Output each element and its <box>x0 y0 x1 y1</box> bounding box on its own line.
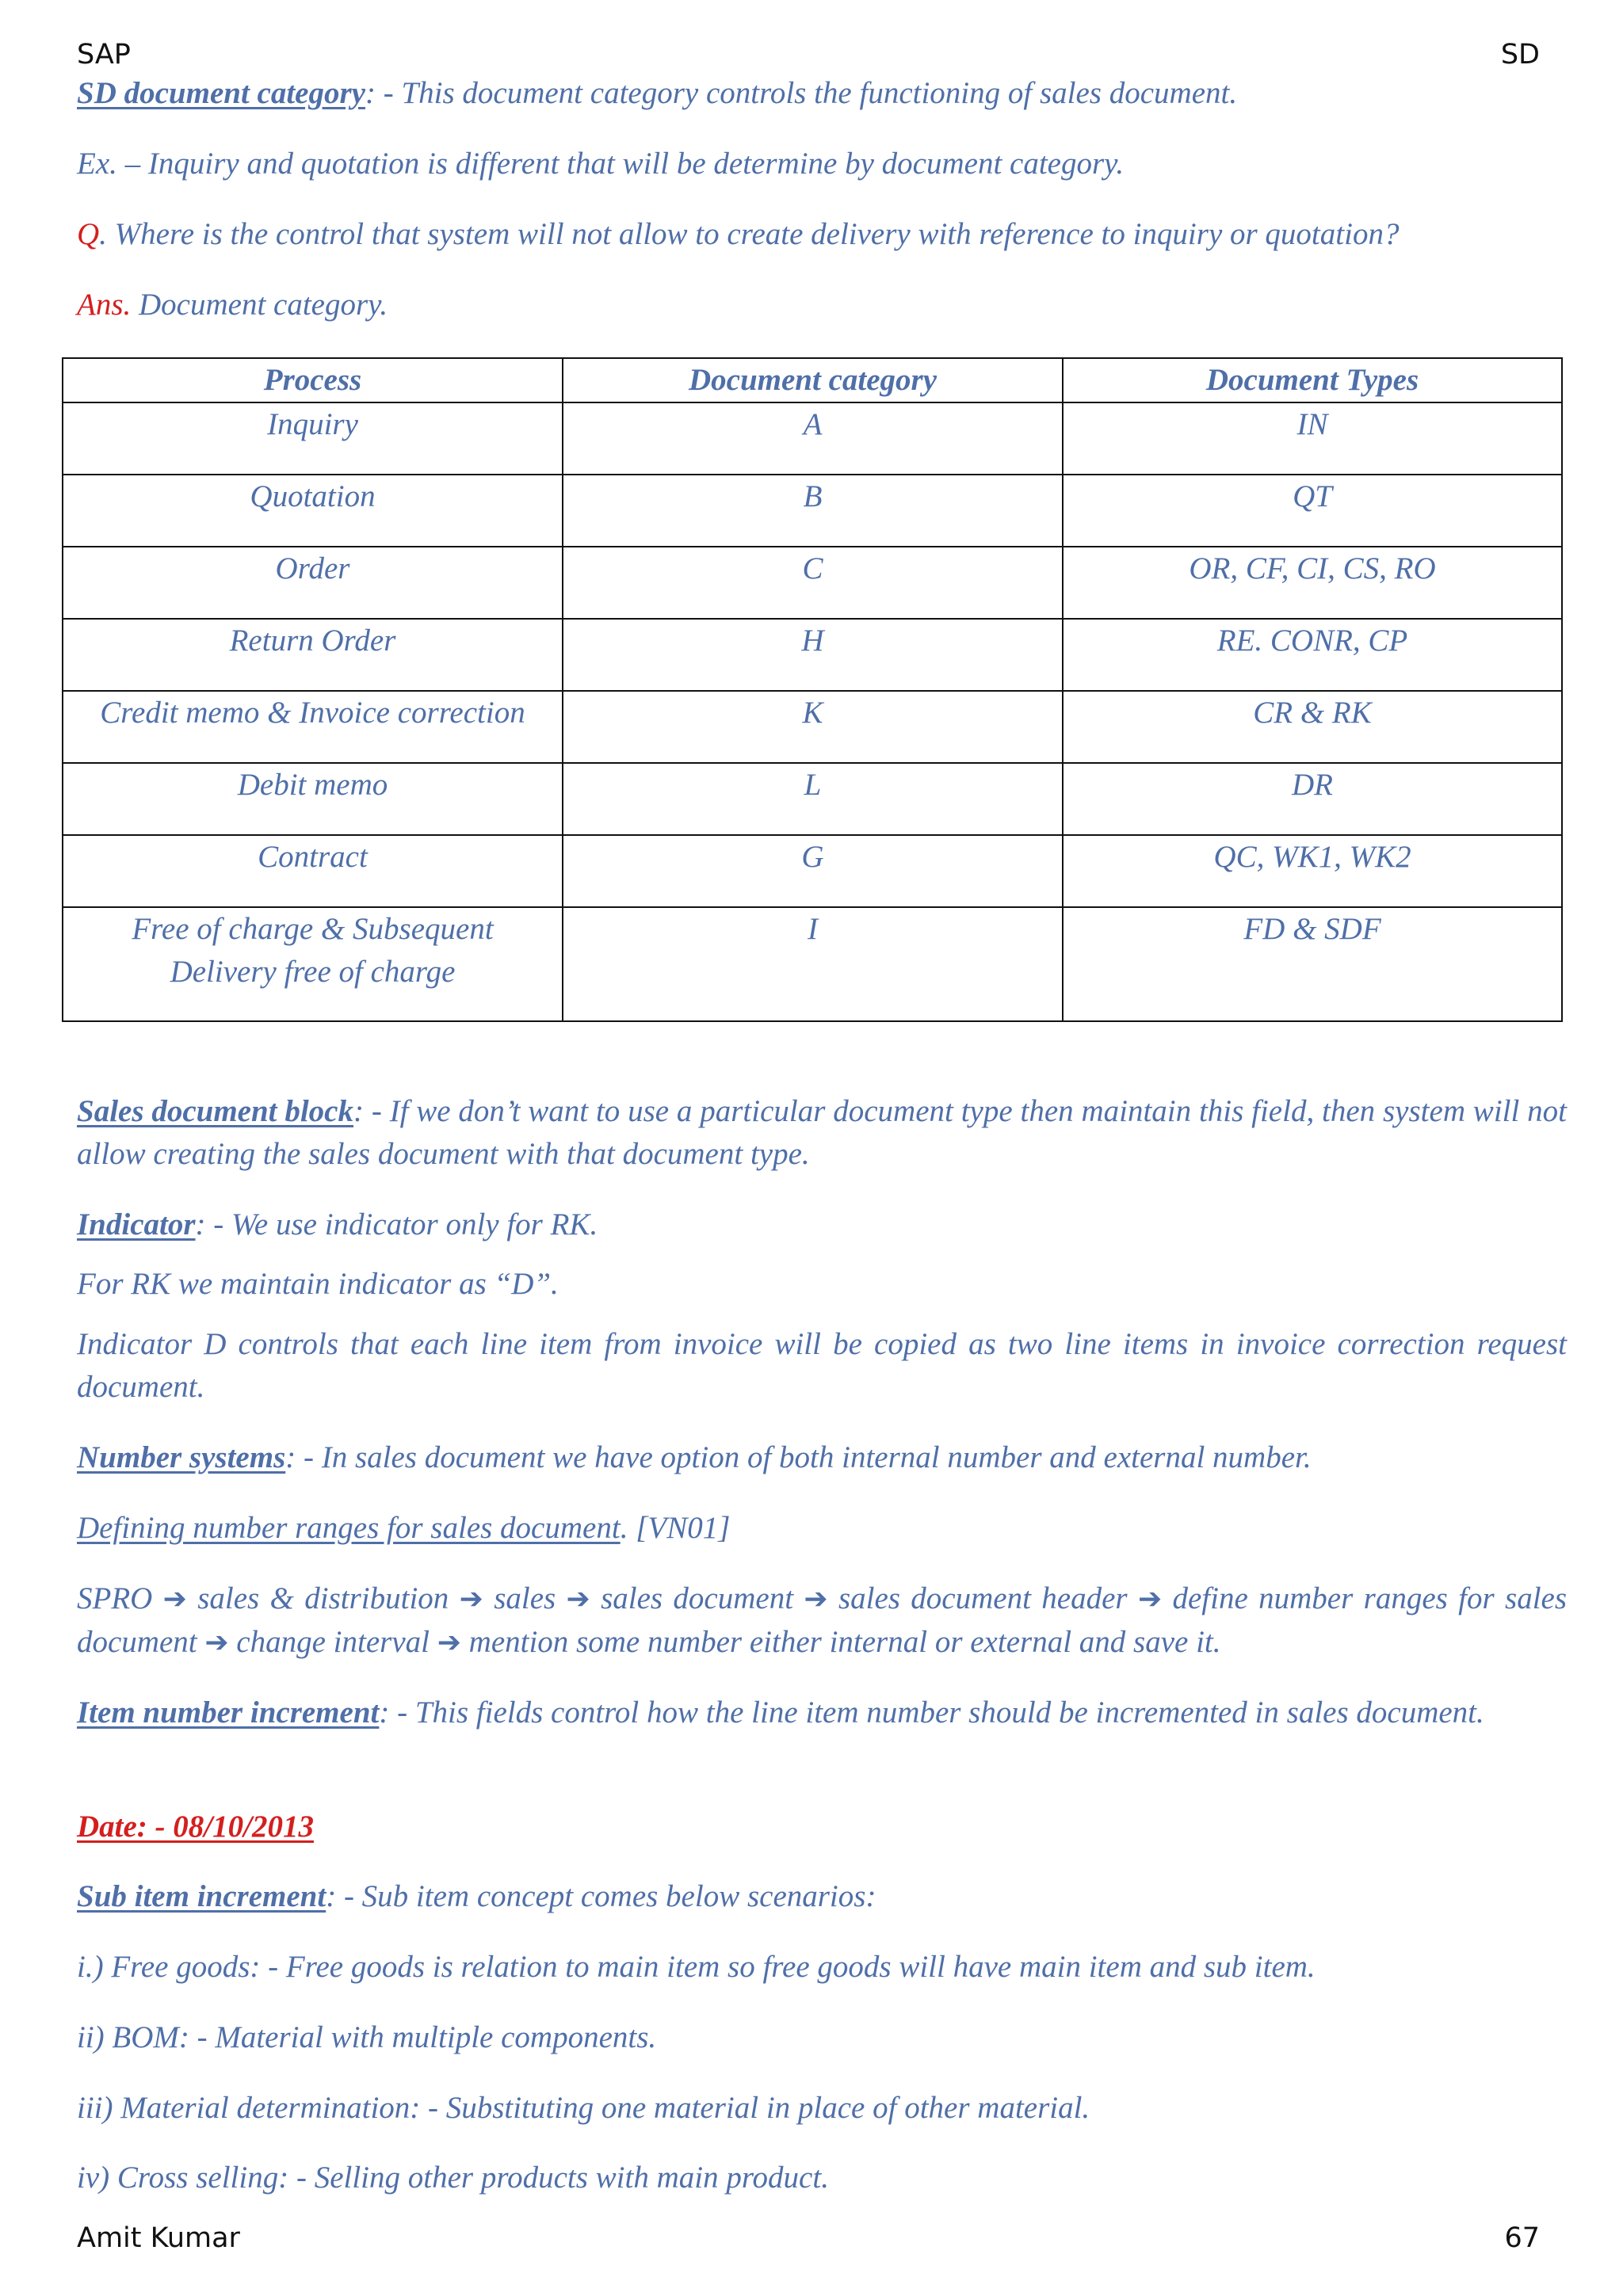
arrow-right-icon: ➔ <box>437 1627 461 1659</box>
arrow-right-icon: ➔ <box>204 1627 229 1659</box>
number-ranges-paragraph <box>77 1507 1567 1550</box>
path-step: change interval <box>236 1625 430 1659</box>
item-increment-text: : - This fields control how the line item number should be incremented in sales document. <box>379 1695 1484 1730</box>
table-row <box>63 402 1562 475</box>
number-systems-title: Number systems <box>77 1440 286 1474</box>
question-text: . Where is the control that system will not allow to create delivery with reference to inquiry or quotation? <box>99 217 1400 251</box>
sales-block-text: : - If we don’t want to use a particular document type then maintain this field, then system will not allow creating the sales document with that document type. <box>77 1094 1567 1171</box>
number-ranges-tcode: . [VN01] <box>620 1511 731 1545</box>
table-cell: G <box>563 835 1063 907</box>
arrow-right-icon: ➔ <box>162 1583 187 1615</box>
table-cell: QC, WK1, WK2 <box>1063 835 1562 907</box>
table-cell: A <box>563 402 1063 475</box>
path-step: define number ranges for sales document <box>77 1581 1568 1659</box>
date-label: Date: - 08/10/2013 <box>77 1810 314 1844</box>
indicator-paragraph <box>77 1203 1567 1246</box>
arrow-right-icon: ➔ <box>1137 1583 1163 1615</box>
sales-block-paragraph <box>77 1090 1567 1176</box>
table-row <box>63 907 1562 1021</box>
table-cell: Order <box>63 547 563 619</box>
table-cell: B <box>563 475 1063 547</box>
answer-text: Document category. <box>131 288 388 322</box>
date-line <box>77 1806 1567 1848</box>
path-step: sales <box>494 1581 556 1615</box>
footer-page-number: 67 <box>1504 2222 1540 2254</box>
table-header-category: Document category <box>563 358 1063 402</box>
table-cell: I <box>563 907 1063 1021</box>
table-cell: CR & RK <box>1063 691 1562 763</box>
table-header-types: Document Types <box>1063 358 1562 402</box>
table-cell: Free of charge & Subsequent Delivery free of charge <box>63 907 563 1021</box>
table-cell: L <box>563 763 1063 835</box>
list-item: ii) BOM: - Material with multiple components. <box>77 2020 657 2054</box>
header-right: SD <box>1500 39 1540 71</box>
path-step: sales & distribution <box>197 1581 449 1615</box>
table-header-row <box>63 358 1562 402</box>
arrow-right-icon: ➔ <box>566 1583 590 1615</box>
answer-label: Ans. <box>77 288 132 322</box>
sub-item-text: : - Sub item concept comes below scenarios: <box>326 1879 876 1913</box>
path-step: SPRO <box>77 1581 153 1615</box>
table-cell: OR, CF, CI, CS, RO <box>1063 547 1562 619</box>
arrow-right-icon: ➔ <box>804 1583 828 1615</box>
table-cell: Inquiry <box>63 402 563 475</box>
table-cell: RE. CONR, CP <box>1063 619 1562 691</box>
document-category-table <box>62 357 1563 1022</box>
example-paragraph: Ex. – Inquiry and quotation is different that will be determine by document category. <box>77 147 1125 181</box>
list-item: i.) Free goods: - Free goods is relation to main item so free goods will have main item and sub item. <box>77 1950 1316 1984</box>
table-cell: Debit memo <box>63 763 563 835</box>
sub-item-paragraph <box>77 1875 1567 1918</box>
question-paragraph <box>77 213 1567 256</box>
header-left: SAP <box>77 39 131 71</box>
sales-block-title: Sales document block <box>77 1094 353 1128</box>
table-row <box>63 763 1562 835</box>
table-cell: Contract <box>63 835 563 907</box>
table-row <box>63 547 1562 619</box>
sd-category-paragraph <box>77 72 1567 115</box>
table-header-process: Process <box>63 358 563 402</box>
number-systems-text: : - In sales document we have option of both internal number and external number. <box>285 1440 1312 1474</box>
spro-path-paragraph <box>77 1577 1567 1665</box>
table-cell: DR <box>1063 763 1562 835</box>
list-item: iv) Cross selling: - Selling other products with main product. <box>77 2161 829 2195</box>
table-row <box>63 619 1562 691</box>
table-row <box>63 835 1562 907</box>
indicator-text: : - We use indicator only for RK. <box>195 1207 598 1241</box>
table-cell: Credit memo & Invoice correction <box>63 691 563 763</box>
table-cell: QT <box>1063 475 1562 547</box>
sub-item-title: Sub item increment <box>77 1879 327 1913</box>
list-item: iii) Material determination: - Substituting one material in place of other material. <box>77 2091 1090 2125</box>
table-cell: K <box>563 691 1063 763</box>
table-row <box>63 475 1562 547</box>
number-systems-paragraph <box>77 1436 1567 1479</box>
table-cell: FD & SDF <box>1063 907 1562 1021</box>
path-step: sales document header <box>838 1581 1128 1615</box>
table-cell: H <box>563 619 1063 691</box>
question-label: Q <box>77 217 100 251</box>
table-cell: C <box>563 547 1063 619</box>
table-row <box>63 691 1562 763</box>
number-ranges-link[interactable]: Defining number ranges for sales document <box>77 1511 621 1545</box>
answer-paragraph <box>77 284 1567 326</box>
path-step: mention some number either internal or external and save it. <box>468 1625 1221 1659</box>
indicator-line-2: For RK we maintain indicator as “D”. <box>77 1267 559 1301</box>
arrow-right-icon: ➔ <box>459 1583 483 1615</box>
indicator-title: Indicator <box>77 1207 196 1241</box>
table-cell: Return Order <box>63 619 563 691</box>
path-step: sales document <box>601 1581 794 1615</box>
table-cell: IN <box>1063 402 1562 475</box>
sd-category-text: : - This document category controls the functioning of sales document. <box>365 76 1238 110</box>
footer-author: Amit Kumar <box>77 2222 240 2254</box>
indicator-line-3: Indicator D controls that each line item from invoice will be copied as two line items in invoice correction request document. <box>77 1327 1567 1404</box>
item-increment-paragraph <box>77 1691 1567 1734</box>
item-increment-title: Item number increment <box>77 1695 380 1730</box>
table-cell: Quotation <box>63 475 563 547</box>
sd-category-title: SD document category <box>77 76 365 110</box>
